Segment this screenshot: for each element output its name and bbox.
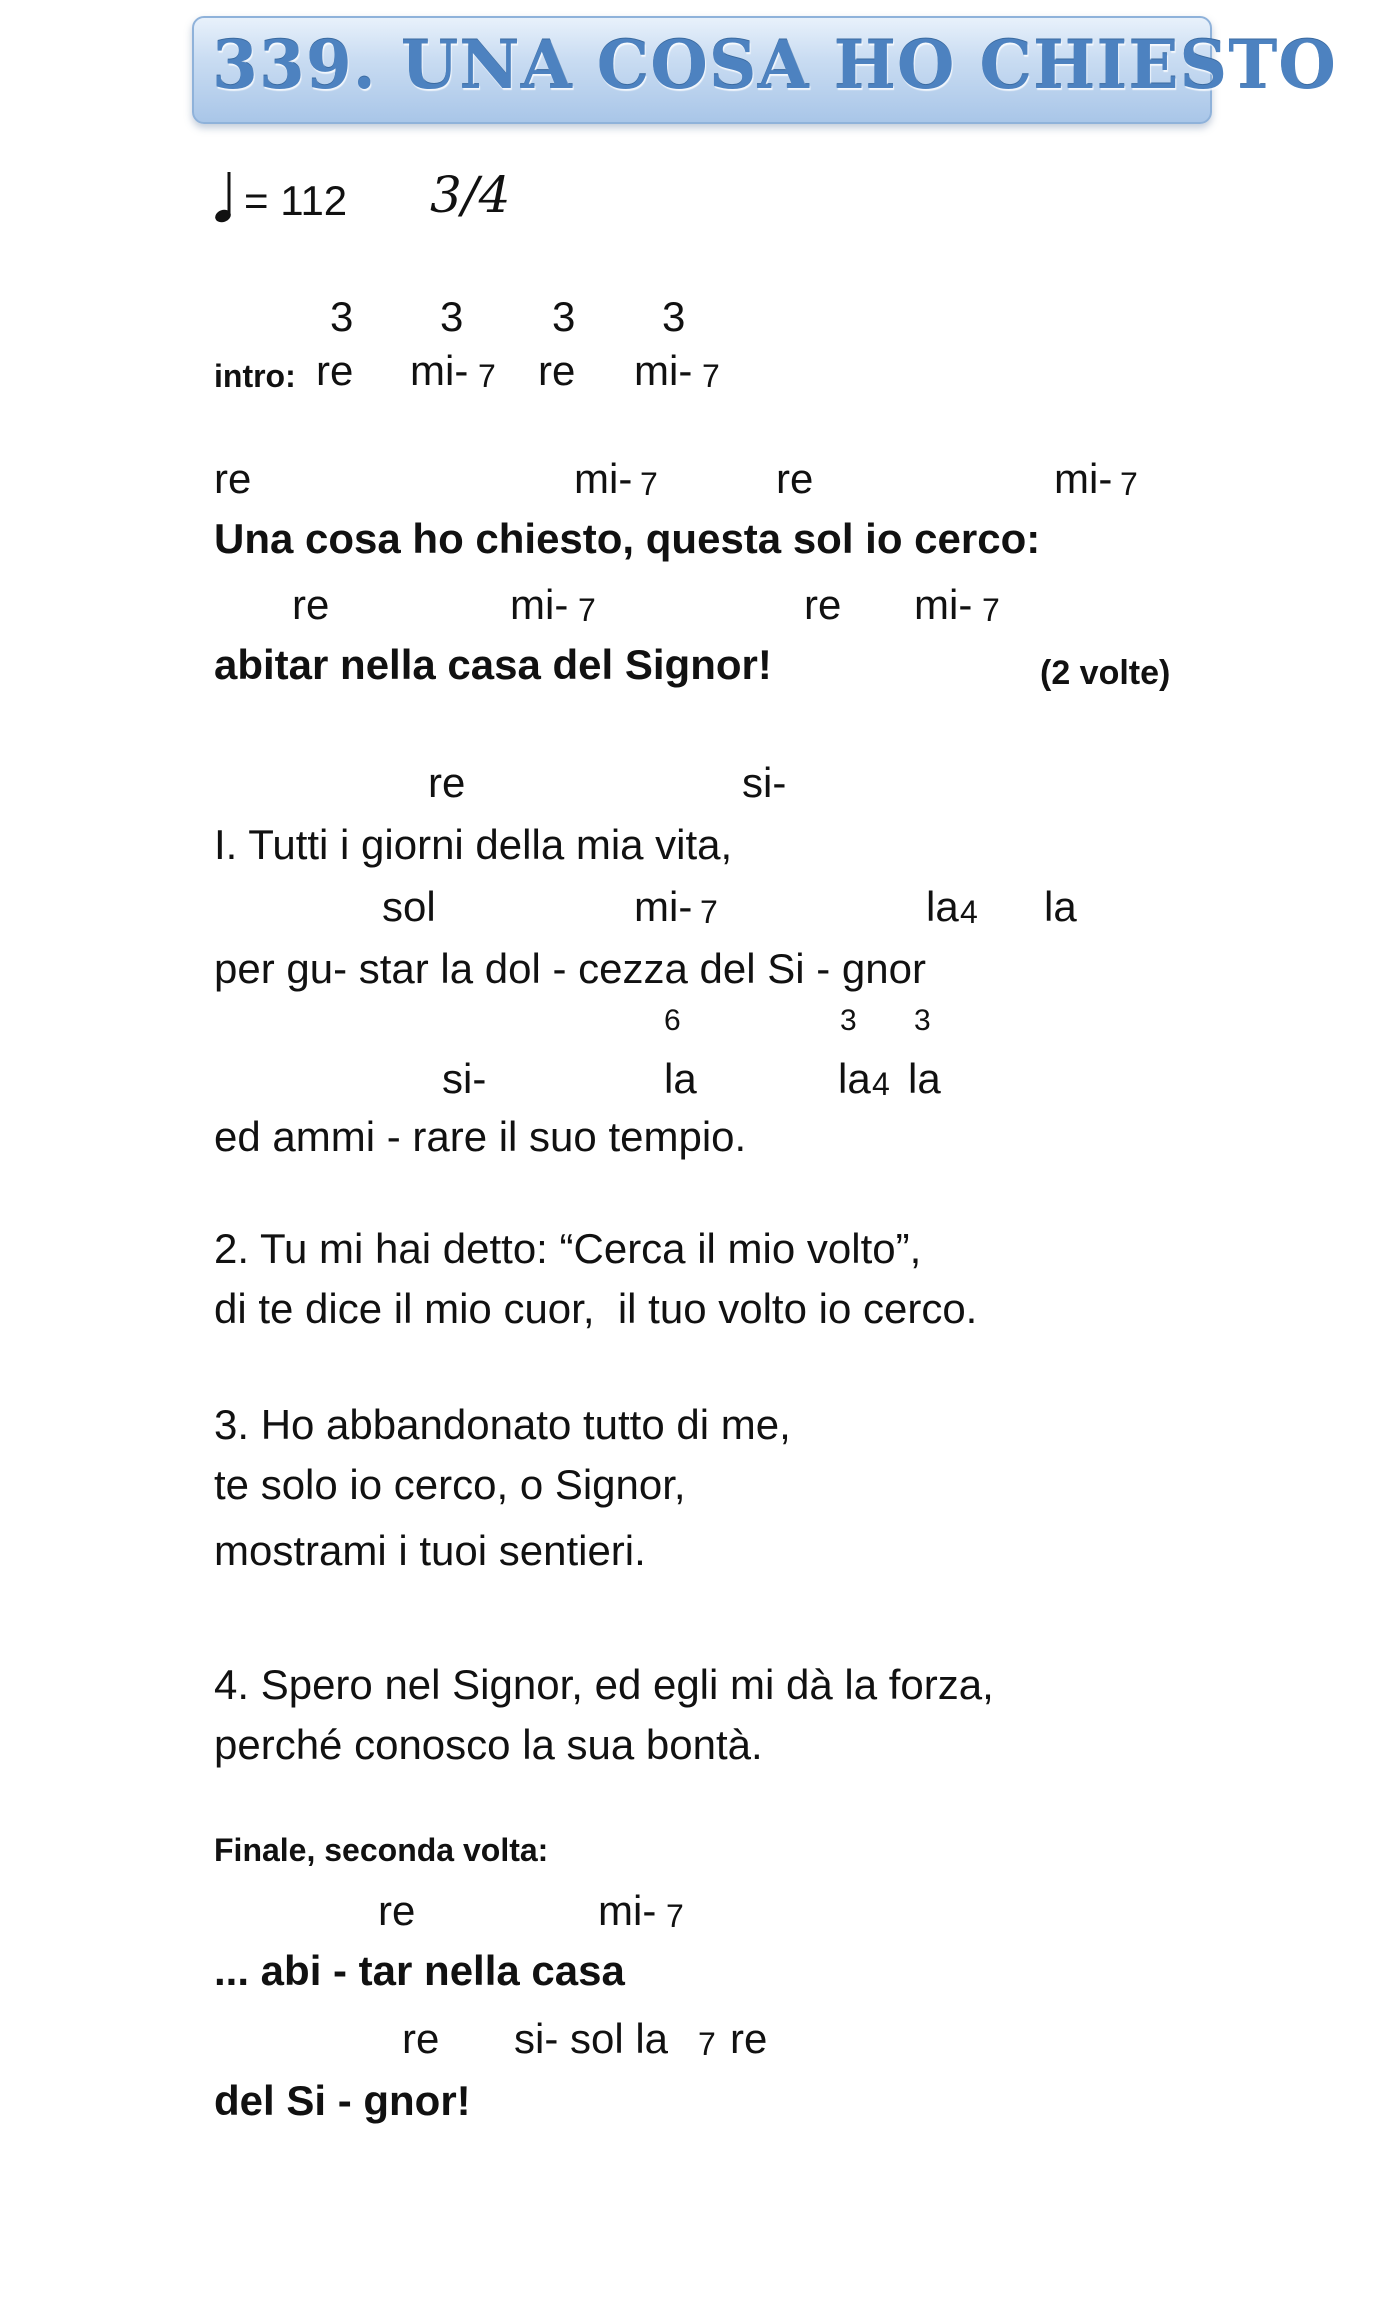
- verse1-num-3a: 3: [840, 1004, 857, 1037]
- finale-chord-run: si- sol la: [514, 2015, 669, 2062]
- refrain-chord-2: mi-: [574, 455, 633, 502]
- verse1-chord-la2: la: [664, 1055, 697, 1102]
- verse3-line-3: mostrami i tuoi sentieri.: [214, 1527, 646, 1574]
- verse1-line-2: per gu- star la dol - cezza del Si - gnor: [214, 945, 926, 992]
- refrain-line2-chord-4: mi-: [914, 581, 973, 628]
- refrain-chord-4-sub: 7: [1120, 466, 1138, 502]
- verse1-chord-si2: si-: [442, 1055, 487, 1102]
- finale-chord-re2: re: [402, 2015, 440, 2062]
- finale-line-1: ... abi - tar nella casa: [214, 1947, 625, 1994]
- verse3-line-2: te solo io cerco, o Signor,: [214, 1461, 686, 1508]
- verse1-line-3: ed ammi - rare il suo tempio.: [214, 1113, 747, 1160]
- intro-chord-1: re: [316, 347, 354, 394]
- intro-chord-3: re: [538, 347, 576, 394]
- finale-chord-mi: mi-: [598, 1887, 657, 1934]
- verse1-line-1: I. Tutti i giorni della mia vita,: [214, 821, 733, 868]
- refrain-chord-4: mi-: [1054, 455, 1113, 502]
- finale-chord-mi-sub: 7: [666, 1898, 684, 1934]
- refrain-line-2: abitar nella casa del Signor!: [214, 641, 772, 688]
- intro-triplet-3: 3: [552, 293, 576, 340]
- verse1-chord-re: re: [428, 759, 466, 806]
- verse1-chord-mi: mi-: [634, 883, 693, 930]
- refrain-line2-chord-1: re: [292, 581, 330, 628]
- verse4-line-2: perché conosco la sua bontà.: [214, 1721, 763, 1768]
- intro-chord-4: mi-: [634, 347, 693, 394]
- finale-chord-re: re: [378, 1887, 416, 1934]
- refrain-chord-2-sub: 7: [640, 466, 658, 502]
- intro-triplet-2: 3: [440, 293, 464, 340]
- title-banner: [192, 16, 1337, 124]
- verse1-chord-la4b: la: [838, 1055, 871, 1102]
- verse1-chord-la4: la: [926, 883, 959, 930]
- verse4-line-1: 4. Spero nel Signor, ed egli mi dà la forza,: [214, 1661, 994, 1708]
- intro-label: intro:: [214, 358, 296, 394]
- quarter-note-icon: [212, 170, 234, 224]
- refrain-line-1: Una cosa ho chiesto, questa sol io cerco:: [214, 515, 1041, 562]
- verse1-num-3b: 3: [914, 1004, 931, 1037]
- verse1-chord-la4-sub: 4: [960, 894, 978, 930]
- tempo-value: = 112: [244, 177, 348, 224]
- verse1-chord-mi-sub: 7: [700, 894, 718, 930]
- verse2-line-1: 2. Tu mi hai detto: “Cerca il mio volto”,: [214, 1225, 922, 1272]
- intro-triplet-4: 3: [662, 293, 686, 340]
- verse2-line-2: di te dice il mio cuor, il tuo volto io cerco.: [214, 1285, 978, 1332]
- finale-chord-la7-sub: 7: [698, 2026, 716, 2062]
- verse1-chord-sol: sol: [382, 883, 436, 930]
- verse1-num-6: 6: [664, 1004, 681, 1037]
- refrain-chord-1: re: [214, 455, 252, 502]
- repeat-note: (2 volte): [1040, 654, 1171, 692]
- refrain-line2-chord-2: mi-: [510, 581, 569, 628]
- finale-label: Finale, seconda volta:: [214, 1832, 549, 1868]
- verse1-chord-la: la: [1044, 883, 1077, 930]
- verse3-line-1: 3. Ho abbandonato tutto di me,: [214, 1401, 791, 1448]
- refrain-line2-chord-2-sub: 7: [578, 592, 596, 628]
- finale-line-2: del Si - gnor!: [214, 2077, 471, 2124]
- intro-chord-4-sub: 7: [702, 358, 720, 394]
- page-title: 339. UNA COSA HO CHIESTO: [212, 26, 1337, 104]
- intro-chord-2: mi-: [410, 347, 469, 394]
- refrain-line2-chord-4-sub: 7: [982, 592, 1000, 628]
- intro-chord-2-sub: 7: [478, 358, 496, 394]
- verse1-chord-la4b-sub: 4: [872, 1066, 890, 1102]
- finale-chord-re3: re: [730, 2015, 768, 2062]
- intro-triplet-1: 3: [330, 293, 354, 340]
- verse1-chord-la3: la: [908, 1055, 941, 1102]
- verse1-chord-si: si-: [742, 759, 787, 806]
- refrain-chord-3: re: [776, 455, 814, 502]
- time-signature: 3/4: [430, 166, 511, 224]
- refrain-line2-chord-3: re: [804, 581, 842, 628]
